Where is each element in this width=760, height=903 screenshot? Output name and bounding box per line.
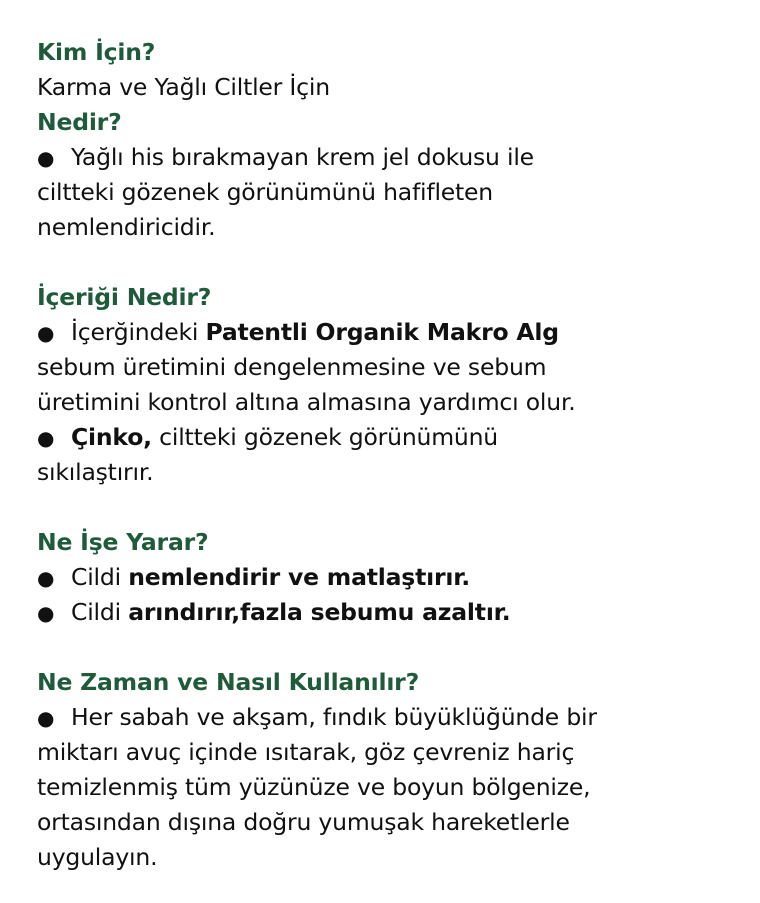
text: miktarı avuç içinde ısıtarak, göz çevreniz hariç xyxy=(37,738,575,766)
bullet-item xyxy=(37,140,737,175)
section xyxy=(37,525,737,630)
bold-text: arındırır,fazla sebumu azaltır. xyxy=(128,598,511,626)
product-description xyxy=(37,35,737,875)
text-line xyxy=(37,385,737,420)
text: Cildi xyxy=(71,563,129,591)
text-line xyxy=(37,70,737,105)
text-line xyxy=(37,770,737,805)
text-line xyxy=(37,840,737,875)
text-line xyxy=(37,175,737,210)
text: Yağlı his bırakmayan krem jel dokusu ile xyxy=(71,143,534,171)
section xyxy=(37,665,737,875)
text: Cildi xyxy=(71,598,129,626)
text: sıkılaştırır. xyxy=(37,458,154,486)
text-line xyxy=(37,210,737,245)
text-line xyxy=(37,735,737,770)
text: ortasından dışına doğru yumuşak hareketlerle xyxy=(37,808,570,836)
section-heading xyxy=(37,665,737,700)
bold-text: nemlendirir ve matlaştırır. xyxy=(128,563,470,591)
bullet-item xyxy=(37,560,737,595)
bold-text: Patentli Organik Makro Alg xyxy=(205,318,559,346)
text: Her sabah ve akşam, fındık büyüklüğünde bir xyxy=(71,703,597,731)
text: nemlendiricidir. xyxy=(37,213,216,241)
bullet-item xyxy=(37,420,737,455)
text: İçeriği Nedir? xyxy=(37,283,212,311)
section-gap xyxy=(37,245,737,280)
section-heading xyxy=(37,525,737,560)
bullet-item xyxy=(37,595,737,630)
text: üretimini kontrol altına almasına yardımcı olur. xyxy=(37,388,576,416)
section xyxy=(37,280,737,490)
bullet-icon: ● xyxy=(37,566,55,590)
bold-text: Çinko, xyxy=(71,423,152,451)
text: sebum üretimini dengelenmesine ve sebum xyxy=(37,353,547,381)
bullet-item xyxy=(37,700,737,735)
text: temizlenmiş tüm yüzünüze ve boyun bölgenize, xyxy=(37,773,591,801)
section-heading xyxy=(37,105,737,140)
bullet-item xyxy=(37,315,737,350)
text: Nedir? xyxy=(37,108,122,136)
bullet-icon: ● xyxy=(37,146,55,170)
text: uygulayın. xyxy=(37,843,158,871)
text-line xyxy=(37,805,737,840)
section xyxy=(37,35,737,245)
text: ciltteki gözenek görünümünü hafifleten xyxy=(37,178,493,206)
text: Ne İşe Yarar? xyxy=(37,528,209,556)
text-line xyxy=(37,350,737,385)
text: Ne Zaman ve Nasıl Kullanılır? xyxy=(37,668,419,696)
text: Kim İçin? xyxy=(37,38,156,66)
text: ciltteki gözenek görünümünü xyxy=(151,423,498,451)
bullet-icon: ● xyxy=(37,601,55,625)
section-gap xyxy=(37,630,737,665)
section-gap xyxy=(37,490,737,525)
text-line xyxy=(37,455,737,490)
bullet-icon: ● xyxy=(37,321,55,345)
section-heading xyxy=(37,35,737,70)
text: Karma ve Yağlı Ciltler İçin xyxy=(37,73,330,101)
bullet-icon: ● xyxy=(37,426,55,450)
bullet-icon: ● xyxy=(37,706,55,730)
text: İçerğindeki xyxy=(71,318,206,346)
section-heading xyxy=(37,280,737,315)
